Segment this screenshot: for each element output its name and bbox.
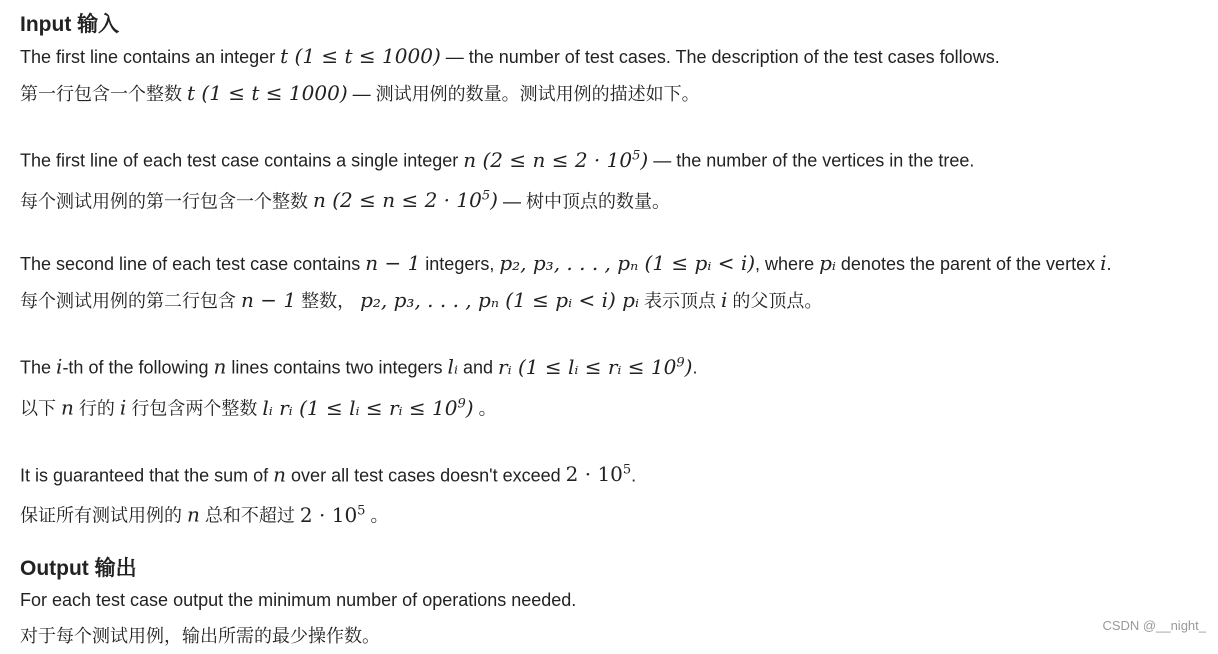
math-expression: pᵢ bbox=[819, 251, 836, 276]
math-expression: t (1 ≤ t ≤ 1000) bbox=[187, 81, 348, 105]
input-line-1-zh: 第一行包含一个整数 t (1 ≤ t ≤ 1000) — 测试用例的数量。测试用例的描述如下。 bbox=[20, 81, 700, 105]
math-expression: n $(2 \le n \le 2 \cdot 10^5)$ bbox=[463, 147, 649, 172]
input-line-4-en: The i-th of the following n lines contains two integers lᵢ and rᵢ (1 ≤ lᵢ ≤ rᵢ ≤ $10^9$). bbox=[20, 354, 698, 379]
output-heading: Output 输出 bbox=[20, 556, 137, 580]
math-expression: rᵢ (1 ≤ lᵢ ≤ rᵢ ≤ $10^9$) bbox=[498, 354, 693, 379]
math-expression: $2 \cdot 10^5$ bbox=[565, 462, 632, 487]
math-expression: lᵢ rᵢ (1 ≤ lᵢ ≤ rᵢ ≤ $10^9$) bbox=[262, 395, 474, 420]
spacer bbox=[20, 534, 1210, 556]
math-expression: n bbox=[61, 395, 74, 420]
problem-statement bbox=[20, 12, 1210, 654]
input-line-5-zh: 保证所有测试用例的 n 总和不超过 $2 \cdot 10^5$ 。 bbox=[20, 502, 389, 527]
math-expression: n bbox=[213, 354, 227, 379]
spacer bbox=[20, 319, 1210, 345]
spacer bbox=[20, 112, 1210, 138]
math-expression: t (1 ≤ t ≤ 1000) bbox=[280, 44, 441, 68]
watermark: CSDN @__night_ bbox=[1102, 618, 1206, 633]
output-line-en: For each test case output the minimum number of operations needed. bbox=[20, 589, 577, 610]
math-expression: n bbox=[187, 502, 200, 527]
math-expression: lᵢ bbox=[447, 354, 458, 379]
math-expression: n $(2 \le n \le 2 \cdot 10^5)$ bbox=[313, 188, 498, 213]
input-line-2-zh: 每个测试用例的第一行包含一个整数 n $(2 \le n \le 2 \cdot 10^5)$ — 树中顶点的数量。 bbox=[20, 188, 670, 213]
math-expression: i bbox=[721, 288, 728, 313]
math-expression: n − 1 bbox=[365, 251, 421, 276]
math-expression: i bbox=[119, 395, 127, 420]
math-expression: p₂, p₃, . . . , pₙ (1 ≤ pᵢ < i) bbox=[499, 251, 756, 276]
math-expression: $2 \cdot 10^5$ bbox=[299, 502, 366, 527]
input-line-4-zh: 以下 n 行的 i 行包含两个整数 lᵢ rᵢ (1 ≤ lᵢ ≤ rᵢ ≤ $10^9$) 。 bbox=[20, 395, 497, 420]
math-expression: n − 1 bbox=[241, 288, 297, 313]
output-line-zh: 对于每个测试用例，输出所需的最少操作数。 bbox=[20, 625, 380, 646]
math-expression: i bbox=[56, 354, 63, 379]
spacer bbox=[20, 219, 1210, 245]
input-heading: Input 输入 bbox=[20, 13, 120, 36]
input-line-5-en: It is guaranteed that the sum of n over all test cases doesn't exceed $2 \cdot 10^5$. bbox=[20, 462, 637, 487]
input-line-1-en: The first line contains an integer t (1 ≤ t ≤ 1000) — the number of test cases. The description of the test cases follows. bbox=[20, 44, 1000, 68]
math-expression: i bbox=[1100, 251, 1107, 276]
math-expression: n bbox=[273, 462, 287, 487]
input-line-2-en: The first line of each test case contains a single integer n $(2 \le n \le 2 \cdot 10^5)$ — the number of the vertices in the tree. bbox=[20, 147, 975, 172]
math-expression: p₂, p₃, . . . , pₙ (1 ≤ pᵢ < i) pᵢ bbox=[360, 288, 639, 313]
input-line-3-zh: 每个测试用例的第二行包含 n − 1 整数， p₂, p₃, . . . , pₙ (1 ≤ pᵢ < i) pᵢ 表示顶点 i 的父顶点。 bbox=[20, 288, 823, 313]
spacer bbox=[20, 427, 1210, 453]
input-line-3-en: The second line of each test case contains n − 1 integers, p₂, p₃, . . . , pₙ (1 ≤ pᵢ < i), where pᵢ denotes the parent of the vertex i. bbox=[20, 251, 1112, 276]
